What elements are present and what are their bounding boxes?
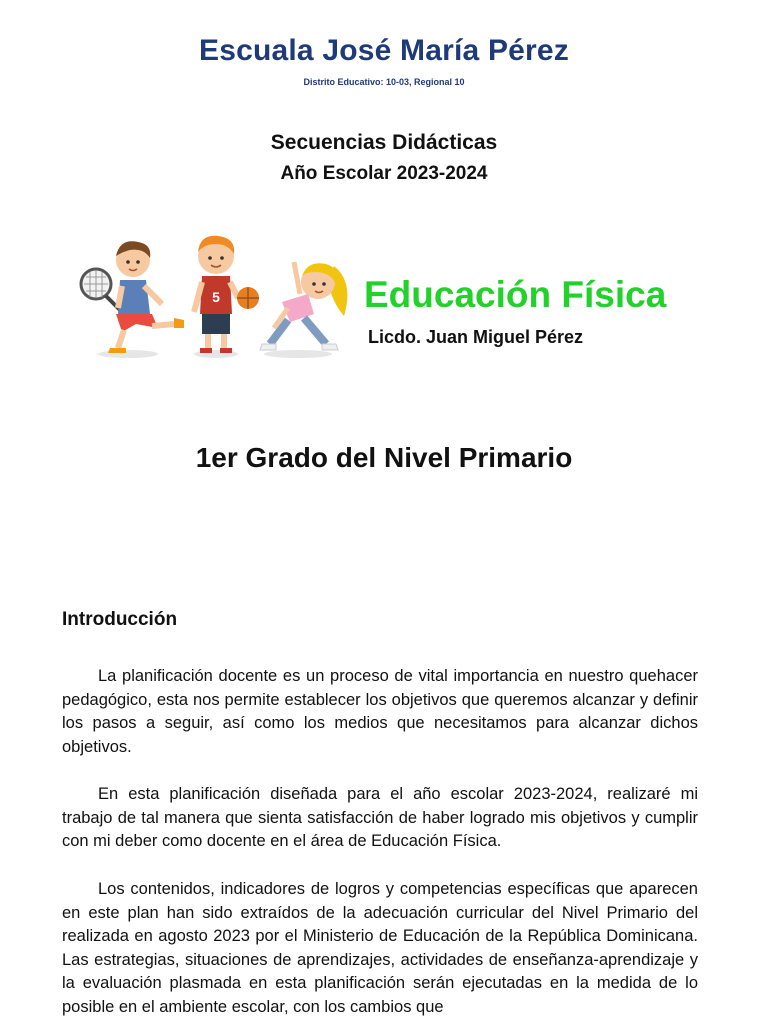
- basketball-boy-figure: [194, 236, 259, 353]
- district-label: Distrito Educativo: 10-03, Regional 10: [303, 77, 465, 87]
- school-year: Año Escolar 2023-2024: [280, 163, 488, 184]
- yoga-girl-figure: [260, 262, 347, 350]
- jersey-number: 5: [212, 289, 220, 305]
- subject-title: Educación Física: [364, 274, 667, 315]
- school-title: Escuala José María Pérez: [198, 34, 569, 67]
- intro-paragraph-3: Los contenidos, indicadores de logros y competencias específicas que aparecen en este plan han sido extraídos de la adecuación curricular del Nivel Primario del realizada en agosto 2023 por el Ministerio de Educación de la República Dominicana. Las estrategias, situaciones de aprendizajes, actividades de enseñanza-aprendizaje y la evaluación plasmada en esta planificación serán ejecutadas en la medida de lo posible en el ambiente escolar, con los cambios que: [62, 880, 698, 1016]
- document-title: Secuencias Didácticas: [270, 131, 498, 154]
- intro-paragraph-1: La planificación docente es un proceso de vital importancia en nuestro quehacer pedagógico, esta nos permite establecer los objetivos que queremos alcanzar y definir los pasos a seguir, así como los medios que necesitamos para alcanzar dichos objetivos.: [62, 667, 698, 756]
- grade-heading: 1er Grado del Nivel Primario: [195, 442, 573, 473]
- intro-paragraph-2: En esta planificación diseñada para el año escolar 2023-2024, realizaré mi trabajo de tal manera que sienta satisfacción de haber logrado mis objetivos y cumplir con mi deber como docente en el área de Educación Física.: [62, 785, 698, 850]
- tennis-boy-figure: [81, 241, 184, 353]
- kids-sports-illustration: [78, 232, 358, 362]
- intro-heading: Introducción: [62, 609, 178, 630]
- teacher-name: Licdo. Juan Miguel Pérez: [368, 327, 584, 347]
